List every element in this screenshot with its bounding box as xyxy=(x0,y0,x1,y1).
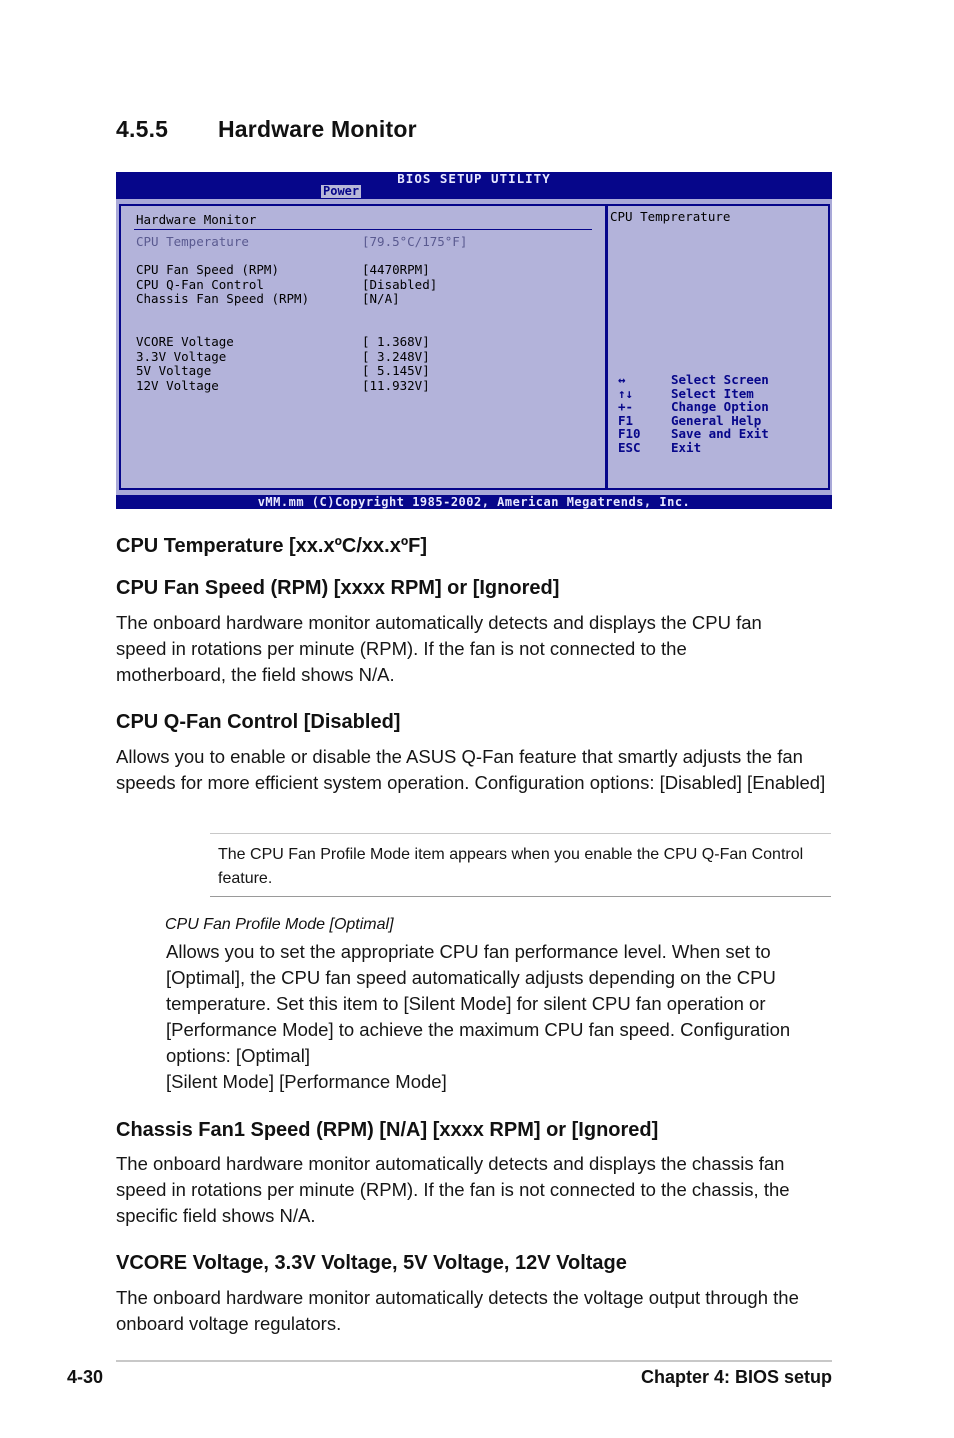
footer-chapter: Chapter 4: BIOS setup xyxy=(640,1367,832,1387)
bios-title-bar xyxy=(116,172,832,199)
row-label-chassis-fan: Chassis Fan Speed (RPM) xyxy=(136,291,310,306)
note-box xyxy=(210,833,831,897)
heading-cpu-qfan: CPU Q-Fan Control [Disabled] xyxy=(116,711,401,733)
heading-chassis-fan: Chassis Fan1 Speed (RPM) [N/A] [xxxx RPM] or [Ignored] xyxy=(116,1119,659,1141)
footer-page-number: 4-30 xyxy=(67,1367,104,1387)
key-f1: F1 xyxy=(618,412,634,428)
section-title: Hardware Monitor xyxy=(218,116,417,142)
paragraph-cpu-fan-speed: The onboard hardware monitor automatically detects and displays the CPU fan speed in rotations per minute (RPM). If the fan is not connected to the motherboard, the field shows N/A. xyxy=(116,612,762,685)
heading-cpu-temperature: CPU Temperature [xx.xºC/xx.xºF] xyxy=(116,535,428,557)
paragraph-chassis-fan: The onboard hardware monitor automatically detects and displays the chassis fan speed in rotations per minute (RPM). If the fan is not connected to the chassis, the specific field shows N/A. xyxy=(116,1153,790,1226)
row-value-12v: [11.932V] xyxy=(362,377,430,393)
bios-title: BIOS SETUP UTILITY xyxy=(397,171,551,186)
row-value-vcore: [ 1.368V] xyxy=(362,334,430,349)
bios-status-bar xyxy=(116,495,832,509)
row-label-vcore: VCORE Voltage xyxy=(136,334,234,349)
panel-heading: Hardware Monitor xyxy=(136,212,257,227)
key-action-select-item: Select Item xyxy=(671,385,754,401)
row-label-cpu-fan-speed: CPU Fan Speed (RPM) xyxy=(136,262,279,277)
row-value-cpu-fan-speed: [4470RPM] xyxy=(362,262,430,277)
row-value-chassis-fan: [N/A] xyxy=(362,291,400,306)
heading-voltage: VCORE Voltage, 3.3V Voltage, 5V Voltage, 12V Voltage xyxy=(116,1252,627,1274)
footer-rule xyxy=(116,1360,832,1362)
key-action-select-screen: Select Screen xyxy=(671,372,769,387)
key-arrows-ud-icon: ↑↓ xyxy=(618,385,634,401)
key-arrows-lr-icon: ↔ xyxy=(618,372,626,387)
key-action-change-option: Change Option xyxy=(671,399,769,414)
paragraph-voltage: The onboard hardware monitor automatically detects the voltage output through the onboard voltage regulators. xyxy=(116,1287,799,1334)
row-value-cpu-temperature: [79.5°C/175°F] xyxy=(362,234,468,249)
note-text: The CPU Fan Profile Mode item appears when you enable the CPU Q-Fan Control feature. xyxy=(218,846,804,887)
row-value-3v3: [ 3.248V] xyxy=(362,348,430,364)
heading-cpu-fan-speed: CPU Fan Speed (RPM) [xxxx RPM] or [Ignored] xyxy=(116,577,560,599)
row-value-cpu-qfan[interactable]: [Disabled] xyxy=(362,276,438,292)
bios-copyright: vMM.mm (C)Copyright 1985-2002, American Megatrends, Inc. xyxy=(257,495,691,509)
row-label-5v: 5V Voltage xyxy=(136,363,212,378)
paragraph-fan-profile-options: [Silent Mode] [Performance Mode] xyxy=(166,1071,447,1092)
bios-help-panel xyxy=(606,204,830,490)
key-action-save-exit: Save and Exit xyxy=(671,426,769,441)
bios-screenshot xyxy=(116,172,832,509)
key-action-general-help: General Help xyxy=(671,412,762,428)
row-value-5v: [ 5.145V] xyxy=(362,363,430,378)
key-f10: F10 xyxy=(618,426,641,441)
key-esc: ESC xyxy=(618,439,641,455)
bios-settings-panel xyxy=(119,204,607,490)
heading-underline xyxy=(134,229,592,230)
key-action-exit: Exit xyxy=(671,439,702,455)
subitem-title-fan-profile: CPU Fan Profile Mode [Optimal] xyxy=(165,916,394,933)
paragraph-fan-profile: Allows you to set the appropriate CPU fan performance level. When set to [Optimal], the CPU fan speed automatically adjusts depending on the CPU temperature. Set this item to [Silent Mode] for silent CPU fan operation or [Performance Mode] to achieve the maximum CPU fan speed. Configuration options: [Optimal] xyxy=(166,941,791,1066)
paragraph-cpu-qfan: Allows you to enable or disable the ASUS Q-Fan feature that smartly adjusts the fan speeds for more efficient system operation. Configuration options: [Disabled] [Enabled] xyxy=(116,746,826,793)
help-title: CPU Temprerature xyxy=(610,209,731,224)
row-label-cpu-temperature: CPU Temperature xyxy=(136,234,249,249)
key-plus-minus: +- xyxy=(618,399,634,414)
row-label-12v: 12V Voltage xyxy=(136,377,219,393)
row-label-3v3: 3.3V Voltage xyxy=(136,348,227,364)
section-number: 4.5.5 xyxy=(116,116,169,142)
row-label-cpu-qfan[interactable]: CPU Q-Fan Control xyxy=(136,276,264,292)
section-heading xyxy=(116,116,417,143)
bios-tab-power[interactable]: Power xyxy=(323,184,360,198)
